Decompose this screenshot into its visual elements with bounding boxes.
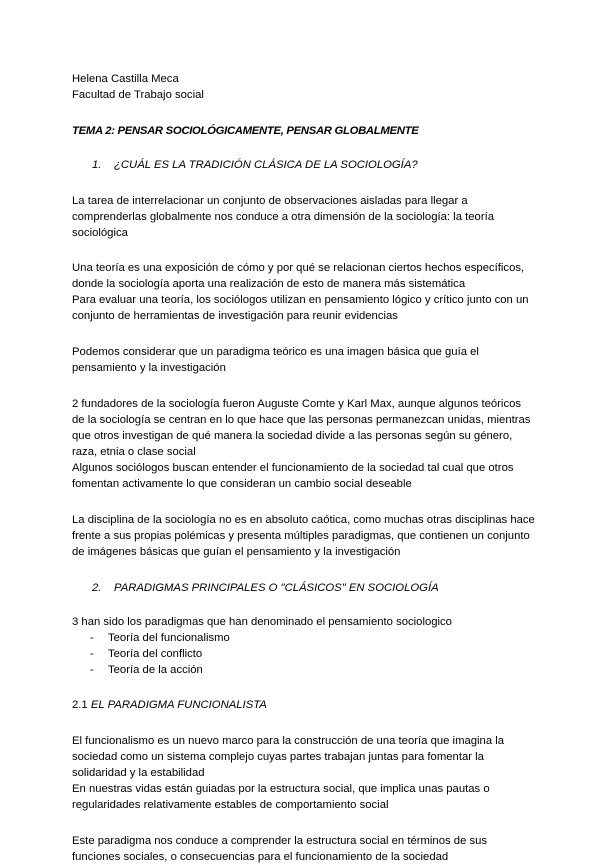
list-item-text: Teoría de la acción bbox=[108, 664, 203, 676]
paragraph-line: frente a sus propias polémicas y presenta múltiples paradigmas, que contienen un conjunto bbox=[72, 530, 530, 542]
paragraph-line: que otros investigan de qué manera la sociedad divide a las personas según su género, bbox=[72, 430, 513, 442]
paragraph-line: pensamiento y la investigación bbox=[72, 362, 226, 374]
paragraph-line: de la sociología se centran en lo que hace que las personas permanezcan unidas, mientras bbox=[72, 414, 531, 426]
paragraph-line: solidaridad y la estabilidad bbox=[72, 767, 205, 779]
section-2-heading-text: PARADIGMAS PRINCIPALES O "CLÁSICOS" EN SOCIOLOGÍA bbox=[114, 582, 439, 594]
paragraph-line: comprenderlas globalmente nos conduce a otra dimensión de la sociología: la teoría bbox=[72, 211, 495, 223]
list-item: - Teoría del conflicto bbox=[90, 648, 203, 660]
faculty-name: Facultad de Trabajo social bbox=[72, 89, 204, 101]
paragraph-line: 2 fundadores de la sociología fueron Auguste Comte y Karl Max, aunque algunos teóricos bbox=[72, 398, 522, 410]
paragraph-line: regularidades relativamente estables de comportamiento social bbox=[72, 799, 389, 811]
paragraph-line: Este paradigma nos conduce a comprender la estructura social en términos de sus bbox=[72, 835, 488, 847]
list-item: - Teoría del funcionalismo bbox=[90, 632, 230, 644]
document-title: TEMA 2: PENSAR SOCIOLÓGICAMENTE, PENSAR GLOBALMENTE bbox=[72, 125, 419, 137]
document-page bbox=[72, 71, 534, 865]
paragraph-line: Algunos sociólogos buscan entender el funcionamiento de la sociedad tal cual que otros bbox=[72, 462, 514, 474]
paragraph-line: Para evaluar una teoría, los sociólogos utilizan en pensamiento lógico y crítico junto con un bbox=[72, 294, 529, 306]
list-item: - Teoría de la acción bbox=[90, 664, 203, 676]
section-1-heading-text: ¿CUÁL ES LA TRADICIÓN CLÁSICA DE LA SOCIOLOGÍA? bbox=[114, 159, 418, 171]
section-1-number: 1. bbox=[92, 159, 102, 171]
section-2-number: 2. bbox=[92, 582, 102, 594]
section-2-intro: 3 han sido los paradigmas que han denominado el pensamiento sociologico bbox=[72, 616, 452, 628]
paragraph-line: sociológica bbox=[72, 227, 128, 239]
paragraph-line: conjunto de herramientas de investigación para reunir evidencias bbox=[72, 310, 398, 322]
paragraph bbox=[72, 260, 534, 324]
paragraph bbox=[72, 344, 534, 376]
paragraph-line: sociedad como un sistema complejo cuyas partes trabajan juntas para fomentar la bbox=[72, 751, 484, 763]
paragraph-line: Una teoría es una exposición de cómo y por qué se relacionan ciertos hechos específicos, bbox=[72, 262, 525, 274]
paragraph-line: raza, etnia o clase social bbox=[72, 446, 196, 458]
section-2-1-heading-text: EL PARADIGMA FUNCIONALISTA bbox=[90, 699, 267, 711]
paragraph bbox=[72, 833, 534, 865]
paragraph bbox=[72, 193, 534, 241]
section-2-1-heading bbox=[72, 697, 534, 713]
paragraph-line: funciones sociales, o consecuencias para el funcionamiento de la sociedad bbox=[72, 851, 449, 863]
paragraph bbox=[72, 733, 534, 813]
paradigm-list bbox=[72, 630, 534, 678]
paragraph-line: La disciplina de la sociología no es en absoluto caótica, como muchas otras disciplinas hace bbox=[72, 514, 535, 526]
paragraph bbox=[72, 512, 534, 560]
paragraph-line: Podemos considerar que un paradigma teórico es una imagen básica que guía el bbox=[72, 346, 479, 358]
paragraph bbox=[72, 396, 534, 492]
paragraph-line: En nuestras vidas están guiadas por la estructura social, que implica unas pautas o bbox=[72, 783, 490, 795]
section-1-heading bbox=[72, 157, 534, 173]
section-2-heading bbox=[72, 580, 534, 596]
paragraph-line: de imágenes básicas que guían el pensamiento y la investigación bbox=[72, 546, 401, 558]
paragraph-line: La tarea de interrelacionar un conjunto de observaciones aisladas para llegar a bbox=[72, 195, 468, 207]
section-2-1-number: 2.1 bbox=[72, 699, 88, 711]
author-name: Helena Castilla Meca bbox=[72, 73, 179, 85]
paragraph-line: El funcionalismo es un nuevo marco para la construcción de una teoría que imagina la bbox=[72, 735, 505, 747]
paragraph-line: fomentan activamente lo que consideran un cambio social deseable bbox=[72, 478, 412, 490]
list-item-text: Teoría del conflicto bbox=[108, 648, 203, 660]
paragraph-line: donde la sociología aporta una realización de esto de manera más sistemática bbox=[72, 278, 466, 290]
list-item-text: Teoría del funcionalismo bbox=[108, 632, 230, 644]
